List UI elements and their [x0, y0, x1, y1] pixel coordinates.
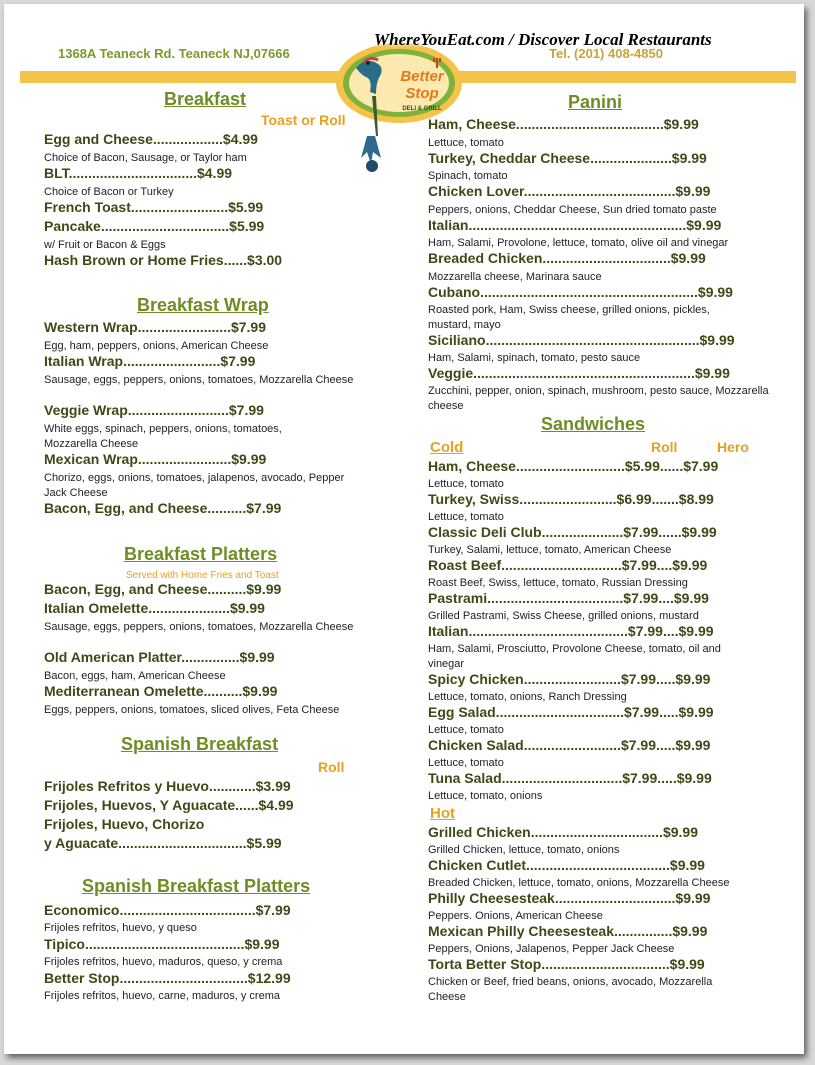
- breakfast-note: Toast or Roll: [261, 112, 346, 128]
- item-description: Grilled Chicken, lettuce, tomato, onions: [428, 844, 620, 856]
- menu-item: Mediterranean Omelette..........$9.99: [44, 683, 278, 699]
- item-description: Eggs, peppers, onions, tomatoes, sliced olives, Feta Cheese: [44, 704, 340, 716]
- logo-subtitle: DELI & GRILL: [402, 106, 442, 112]
- menu-item: Frijoles, Huevo, Chorizo: [44, 816, 205, 832]
- item-description: Mozzarella cheese, Marinara sauce: [428, 271, 602, 283]
- menu-item: Bacon, Egg, and Cheese..........$9.99: [44, 581, 282, 597]
- menu-item: Frijoles Refritos y Huevo............$3.99: [44, 778, 291, 794]
- menu-item: Better Stop.................................$12.99: [44, 970, 291, 986]
- item-description: Ham, Salami, spinach, tomato, pesto sauce: [428, 352, 641, 364]
- item-description: Chicken or Beef, fried beans, onions, avocado, Mozzarella Cheese: [428, 976, 713, 1003]
- section-title-sandwiches: Sandwiches: [541, 414, 646, 434]
- menu-item: Chicken Cutlet.....................................$9.99: [428, 857, 705, 873]
- menu-item: Philly Cheesesteak...............................$9.99: [428, 890, 711, 906]
- menu-item: Pastrami...................................$7.99....$9.99: [428, 590, 709, 606]
- menu-item: Italian........................................................$9.99: [428, 217, 722, 233]
- menu-item: Cubano........................................................$9.99: [428, 284, 733, 300]
- section-title-breakfast: Breakfast: [164, 89, 247, 109]
- menu-item: Frijoles, Huevos, Y Aguacate......$4.99: [44, 797, 294, 813]
- menu-item: Italian Wrap.........................$7.99: [44, 353, 256, 369]
- menu-item: Turkey, Cheddar Cheese.....................$9.99: [428, 150, 707, 166]
- better-stop-logo: [334, 38, 464, 188]
- item-description: Frijoles refritos, huevo, maduros, queso, y crema: [44, 956, 283, 968]
- menu-item: Western Wrap........................$7.99: [44, 319, 267, 335]
- section-title-panini: Panini: [568, 92, 623, 112]
- menu-item: Chicken Salad.........................$7.99.....$9.99: [428, 737, 711, 753]
- menu-item: Italian.........................................$7.99....$9.99: [428, 623, 714, 639]
- restaurant-address: 1368A Teaneck Rd. Teaneck NJ,07666: [58, 46, 290, 61]
- item-description: Choice of Bacon or Turkey: [44, 186, 174, 198]
- menu-item: Old American Platter...............$9.99: [44, 649, 275, 665]
- section-title-spanish-platters: Spanish Breakfast Platters: [82, 876, 311, 896]
- logo-line1: Better: [400, 68, 444, 85]
- menu-item: Chicken Lover.......................................$9.99: [428, 183, 711, 199]
- item-description: Roast Beef, Swiss, lettuce, tomato, Russian Dressing: [428, 577, 688, 589]
- menu-item: Pancake.................................$5.99: [44, 218, 265, 234]
- menu-item: Economico...................................$7.99: [44, 902, 291, 918]
- item-description: Lettuce, tomato: [428, 724, 504, 736]
- platters-note: Served with Home Fries and Toast: [126, 570, 279, 581]
- menu-item: Grilled Chicken..................................$9.99: [428, 824, 698, 840]
- menu-item: Classic Deli Club.....................$7.99......$9.99: [428, 524, 717, 540]
- item-description: Choice of Bacon, Sausage, or Taylor ham: [44, 152, 247, 164]
- menu-item: Mexican Philly Cheesesteak...............$9.99: [428, 923, 708, 939]
- menu-item: Veggie.........................................................$9.99: [428, 365, 730, 381]
- menu-item: Hash Brown or Home Fries......$3.00: [44, 252, 283, 268]
- menu-item: Egg Salad.................................$7.99.....$9.99: [428, 704, 714, 720]
- item-description: Lettuce, tomato: [428, 478, 504, 490]
- item-description: White eggs, spinach, peppers, onions, tomatoes, Mozzarella Cheese: [44, 423, 282, 450]
- item-description: Egg, ham, peppers, onions, American Cheese: [44, 340, 269, 352]
- menu-item: Egg and Cheese..................$4.99: [44, 131, 258, 147]
- restaurant-phone: Tel. (201) 408-4850: [549, 46, 663, 61]
- item-description: Sausage, eggs, peppers, onions, tomatoes, Mozzarella Cheese: [44, 621, 354, 633]
- menu-item: Tuna Salad...............................$7.99.....$9.99: [428, 770, 712, 786]
- menu-item: Ham, Cheese......................................$9.99: [428, 116, 699, 132]
- item-description: Lettuce, tomato: [428, 137, 504, 149]
- section-title-spanish-breakfast: Spanish Breakfast: [121, 734, 279, 754]
- item-description: Frijoles refritos, huevo, carne, maduros, y crema: [44, 990, 280, 1002]
- menu-page: [4, 4, 804, 1054]
- menu-item: Ham, Cheese............................$5.99......$7.99: [428, 458, 719, 474]
- item-description: Lettuce, tomato: [428, 757, 504, 769]
- menu-item: Italian Omelette.....................$9.99: [44, 600, 265, 616]
- hot-label: Hot: [430, 805, 455, 822]
- item-description: Ham, Salami, Provolone, lettuce, tomato, olive oil and vinegar: [428, 237, 729, 249]
- item-description: Spinach, tomato: [428, 170, 508, 182]
- item-description: w/ Fruit or Bacon & Eggs: [44, 239, 166, 251]
- item-description: Chorizo, eggs, onions, tomatoes, jalapenos, avocado, Pepper Jack Cheese: [44, 472, 345, 499]
- item-description: Ham, Salami, Prosciutto, Provolone Cheese, tomato, oil and vinegar: [428, 643, 721, 670]
- watermark-text: WhereYouEat.com / Discover Local Restaurants: [374, 30, 712, 49]
- item-description: Grilled Pastrami, Swiss Cheese, grilled onions, mustard: [428, 610, 699, 622]
- menu-item: French Toast.........................$5.99: [44, 199, 264, 215]
- item-description: Peppers, Onions, Jalapenos, Pepper Jack Cheese: [428, 943, 675, 955]
- menu-item: Siciliano.......................................................$9.99: [428, 332, 735, 348]
- item-description: Breaded Chicken, lettuce, tomato, onions, Mozzarella Cheese: [428, 877, 730, 889]
- menu-item: Veggie Wrap..........................$7.99: [44, 402, 264, 418]
- item-description: Turkey, Salami, lettuce, tomato, American Cheese: [428, 544, 672, 556]
- logo-line2: Stop: [405, 85, 439, 102]
- menu-item: Bacon, Egg, and Cheese..........$7.99: [44, 500, 282, 516]
- cold-label: Cold: [430, 439, 464, 456]
- menu-item: Tipico.........................................$9.99: [44, 936, 280, 952]
- item-description: Lettuce, tomato, onions: [428, 790, 543, 802]
- roll-label: Roll: [651, 439, 678, 455]
- item-description: Sausage, eggs, peppers, onions, tomatoes, Mozzarella Cheese: [44, 374, 354, 386]
- item-description: Peppers. Onions, American Cheese: [428, 910, 603, 922]
- item-description: Roasted pork, Ham, Swiss cheese, grilled onions, pickles, mustard, mayo: [428, 304, 710, 331]
- menu-item: Mexican Wrap........................$9.99: [44, 451, 267, 467]
- item-description: Lettuce, tomato, onions, Ranch Dressing: [428, 691, 627, 703]
- section-title-breakfast-platters: Breakfast Platters: [124, 544, 278, 564]
- item-description: Frijoles refritos, huevo, y queso: [44, 922, 197, 934]
- menu-item: Spicy Chicken.........................$7.99.....$9.99: [428, 671, 711, 687]
- hero-label: Hero: [717, 439, 749, 455]
- spanish-roll-label: Roll: [318, 759, 345, 775]
- menu-item: Breaded Chicken.................................$9.99: [428, 250, 706, 266]
- menu-item: y Aguacate.................................$5.99: [44, 835, 282, 851]
- menu-item: Torta Better Stop.................................$9.99: [428, 956, 705, 972]
- section-title-breakfast-wrap: Breakfast Wrap: [137, 295, 269, 315]
- item-description: Zucchini, pepper, onion, spinach, mushroom, pesto sauce, Mozzarella cheese: [428, 385, 769, 412]
- item-description: Bacon, eggs, ham, American Cheese: [44, 670, 226, 682]
- menu-item: Roast Beef...............................$7.99....$9.99: [428, 557, 708, 573]
- item-description: Peppers, onions, Cheddar Cheese, Sun dried tomato paste: [428, 204, 717, 216]
- item-description: Lettuce, tomato: [428, 511, 504, 523]
- menu-item: BLT.................................$4.99: [44, 165, 233, 181]
- menu-item: Turkey, Swiss.........................$6.99.......$8.99: [428, 491, 714, 507]
